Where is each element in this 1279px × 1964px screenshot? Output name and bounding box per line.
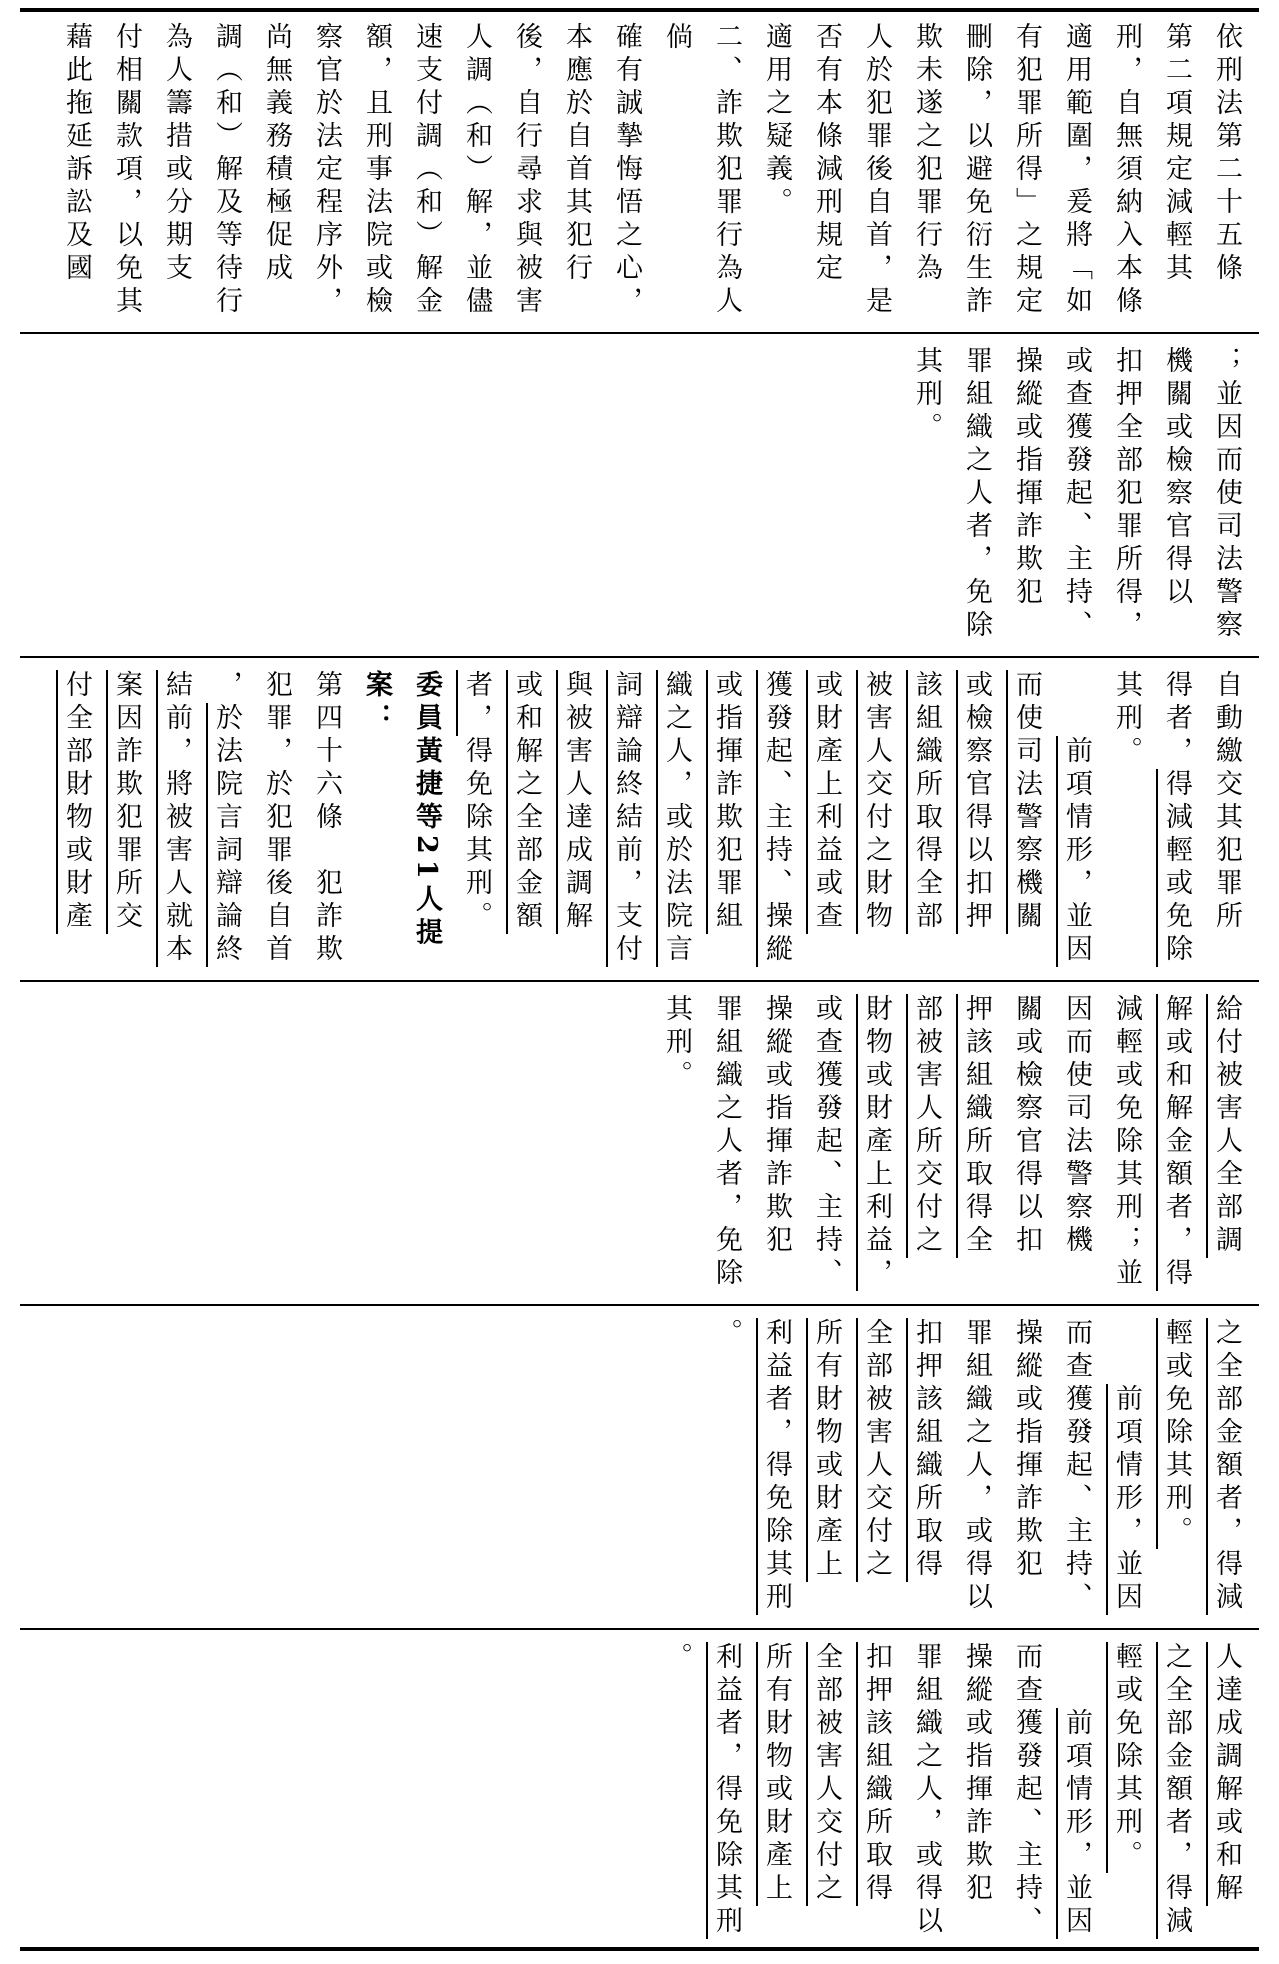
- text-segment: 利益者，: [711, 1642, 742, 1774]
- text-segment: 部被害人所交付之: [911, 994, 942, 1258]
- top-rule: [20, 8, 1259, 12]
- row-divider: [20, 656, 1259, 658]
- text-segment: 或和解之全部金額: [511, 670, 542, 934]
- text-segment: 罪組織之人者，免除: [711, 994, 742, 1291]
- text-segment: ；並因而使司法警察: [1211, 346, 1242, 643]
- text-segment: 而查獲發起、主持、: [1061, 1318, 1092, 1615]
- text-segment: 解或和解金額者，得: [1161, 994, 1192, 1291]
- text-segment: 詞辯論終結前，支付: [611, 670, 642, 967]
- text-segment: 得免除其刑: [761, 1450, 792, 1615]
- text-segment: [1061, 1642, 1092, 1708]
- text-segment: 者，: [461, 670, 492, 736]
- text-segment: 而查獲發起、主持、: [1011, 1642, 1042, 1939]
- text-segment: 得免除其刑。: [461, 736, 492, 934]
- text-segment: 或查獲發起、主持、: [811, 994, 842, 1291]
- text-segment: 利益者，: [761, 1318, 792, 1450]
- text-segment: 罪組織之人，或得以: [961, 1318, 992, 1615]
- text-segment: 。: [711, 1318, 742, 1351]
- text-segment: 得減輕或免除: [1161, 769, 1192, 967]
- text-segment: 而使司法警察機關: [1011, 670, 1042, 934]
- text-segment: 前項情形，並因: [1111, 1384, 1142, 1615]
- text-segment: 結前，將被害人就本: [161, 670, 192, 967]
- text-segment: 第二項規定減輕其: [1161, 22, 1192, 286]
- bottom-rule: [20, 1947, 1259, 1951]
- text-segment: 付全部財物或財產: [61, 670, 92, 934]
- row-divider: [20, 980, 1259, 982]
- text-segment: 全部被害人交付之: [861, 1318, 892, 1582]
- text-segment: 為人籌措或分期支: [161, 22, 192, 286]
- text-segment: 或財產上利益或查: [811, 670, 842, 934]
- text-segment: 或檢察官得以扣押: [961, 670, 992, 934]
- text-segment: 得減: [1161, 1873, 1192, 1939]
- text-segment: 關或檢察官得以扣: [1011, 994, 1042, 1258]
- row-divider: [20, 1628, 1259, 1630]
- text-segment: 確有誠摯悔悟之心，: [611, 22, 642, 319]
- text-segment: 人達成調解或和解: [1211, 1642, 1242, 1906]
- text-segment: 依刑法第二十五條: [1211, 22, 1242, 286]
- text-segment: 欺未遂之犯罪行為: [911, 22, 942, 286]
- text-segment: 給付被害人全部調: [1211, 994, 1242, 1258]
- text-segment: 犯罪，於犯罪後自首: [261, 670, 292, 967]
- text-segment: 本應於自首其犯行: [561, 22, 592, 286]
- text-segment: [1061, 670, 1092, 736]
- text-segment: 減輕或免除其刑；並: [1111, 994, 1142, 1291]
- text-segment: ，: [211, 670, 242, 703]
- text-segment: 藉此拖延訴訟及國: [61, 22, 92, 286]
- text-segment: 扣押全部犯罪所得，: [1111, 346, 1142, 643]
- text-segment: 操縱或指揮詐欺犯: [761, 994, 792, 1258]
- text-segment: 扣押該組織所取得: [911, 1318, 942, 1582]
- text-segment: 否有本條減刑規定: [811, 22, 842, 286]
- text-segment: 之全部金額者，: [1161, 1642, 1192, 1873]
- text-segment: 調（和）解及等待行: [211, 22, 242, 319]
- text-segment: 於法院言詞辯論終: [211, 703, 242, 967]
- text-segment: 因而使司法警察機: [1061, 994, 1092, 1258]
- text-segment: 適用範圍，爰將「如: [1061, 22, 1092, 319]
- text-segment: 或查獲發起、主持、: [1061, 346, 1092, 643]
- text-segment: 操縱或指揮詐欺犯: [1011, 1318, 1042, 1582]
- text-segment: 委員黃捷等21人提案：: [361, 670, 442, 951]
- text-segment: 前項情形，並因: [1061, 736, 1092, 967]
- text-segment: 所有財物或財產上: [811, 1318, 842, 1582]
- table-row-3: [28, 670, 1251, 975]
- text-segment: 前項情形，並因: [1061, 1708, 1092, 1939]
- text-segment: 適用之疑義。: [761, 22, 792, 220]
- text-segment: 得免除其刑: [711, 1774, 742, 1939]
- text-segment: 付相關款項，以免其: [111, 22, 142, 319]
- text-segment: 輕或免除其刑。: [1161, 1318, 1192, 1549]
- text-segment: 該組織所取得全部: [911, 670, 942, 934]
- text-segment: 罪組織之人者，免除: [961, 346, 992, 643]
- row-divider: [20, 1304, 1259, 1306]
- text-segment: 織之人，或於法院言: [661, 670, 692, 967]
- text-segment: 其刑。: [911, 346, 942, 445]
- text-segment: 。: [661, 1642, 692, 1675]
- row-divider: [20, 332, 1259, 334]
- text-segment: 其刑。: [661, 994, 692, 1093]
- table-row-4: [28, 994, 1251, 1299]
- text-segment: 或指揮詐欺犯罪組: [711, 670, 742, 934]
- text-segment: 押該組織所取得全: [961, 994, 992, 1258]
- text-segment: 與被害人達成調解: [561, 670, 592, 934]
- text-segment: 全部被害人交付之: [811, 1642, 842, 1906]
- text-segment: 獲發起、主持、操縱: [761, 670, 792, 967]
- text-segment: 有犯罪所得」之規定: [1011, 22, 1042, 319]
- text-segment: 所有財物或財產上: [761, 1642, 792, 1906]
- text-segment: 人調（和）解，並儘: [461, 22, 492, 319]
- text-segment: 額，且刑事法院或檢: [361, 22, 392, 319]
- text-segment: 第四十六條 犯詐欺: [311, 670, 342, 967]
- text-segment: 自動繳交其犯罪所: [1211, 670, 1242, 934]
- text-segment: 察官於法定程序外，: [311, 22, 342, 319]
- text-segment: 操縱或指揮詐欺犯: [1011, 346, 1042, 610]
- text-segment: [1111, 1318, 1142, 1384]
- text-segment: 刪除，以避免衍生詐: [961, 22, 992, 319]
- text-segment: 其刑。: [1111, 670, 1142, 769]
- text-segment: 得減: [1211, 1549, 1242, 1615]
- text-segment: 人於犯罪後自首，是: [861, 22, 892, 319]
- table-row-2: [28, 346, 1251, 651]
- text-segment: 後，自行尋求與被害: [511, 22, 542, 319]
- table-row-6: [28, 1642, 1251, 1940]
- table-row-5: [28, 1318, 1251, 1623]
- text-segment: 輕或免除其刑。: [1111, 1642, 1142, 1873]
- text-segment: 操縱或指揮詐欺犯: [961, 1642, 992, 1906]
- table-row-1: [28, 22, 1251, 327]
- text-segment: 二、詐欺犯罪行為人倘: [661, 22, 742, 319]
- text-segment: 之全部金額者，: [1211, 1318, 1242, 1549]
- text-segment: 刑，自無須納入本條: [1111, 22, 1142, 319]
- text-segment: 罪組織之人，或得以: [911, 1642, 942, 1939]
- text-segment: 財物或財產上利益，: [861, 994, 892, 1291]
- text-segment: 得者，: [1161, 670, 1192, 769]
- text-segment: 機關或檢察官得以: [1161, 346, 1192, 610]
- text-segment: 案因詐欺犯罪所交: [111, 670, 142, 934]
- text-segment: 速支付調（和）解金: [411, 22, 442, 319]
- text-segment: 被害人交付之財物: [861, 670, 892, 934]
- text-segment: 尚無義務積極促成: [261, 22, 292, 286]
- text-segment: 扣押該組織所取得: [861, 1642, 892, 1906]
